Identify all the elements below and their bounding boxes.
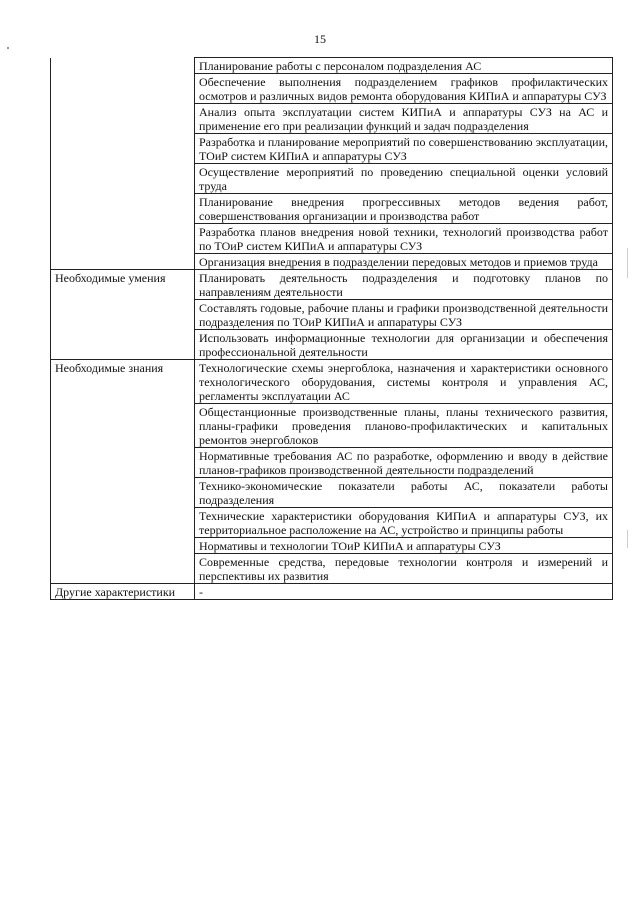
row-label [51,58,195,270]
table-cell: Планировать деятельность подразделения и подготовку планов по направлениям деятельности [195,270,613,300]
row-label: Другие характеристики [51,584,195,600]
row-label: Необходимые умения [51,270,195,360]
table-cell: Технологические схемы энергоблока, назначения и характеристики основного технологического оборудования, системы контроля и управления АС, регламенты эксплуатации АС [195,360,613,404]
table-cell: Использовать информационные технологии для организации и обеспечения профессиональной деятельности [195,330,613,360]
scan-mark [627,248,628,278]
row-label: Необходимые знания [51,360,195,584]
table-cell: Планирование внедрения прогрессивных методов ведения работ, совершенствования организации и производства работ [195,194,613,224]
table-cell: Организация внедрения в подразделении передовых методов и приемов труда [195,254,613,270]
table-cell: Планирование работы с персоналом подразделения АС [195,58,613,74]
scan-mark [627,530,628,548]
table-cell: - [195,584,613,600]
table-cell: Анализ опыта эксплуатации систем КИПиА и аппаратуры СУЗ на АС и применение его при реализации функций и задач подразделения [195,104,613,134]
table-cell: Технические характеристики оборудования КИПиА и аппаратуры СУЗ, их территориальное расположение на АС, устройство и принципы работы [195,508,613,538]
table-cell: Обеспечение выполнения подразделением графиков профилактических осмотров и различных видов ремонта оборудования КИПиА и аппаратуры СУЗ [195,74,613,104]
scan-mark [7,47,9,49]
table-cell: Разработка планов внедрения новой техники, технологий производства работ по ТОиР систем КИПиА и аппаратуры СУЗ [195,224,613,254]
table-cell: Составлять годовые, рабочие планы и графики производственной деятельности подразделения по ТОиР КИПиА и аппаратуры СУЗ [195,300,613,330]
table-cell: Разработка и планирование мероприятий по совершенствованию эксплуатации, ТОиР систем КИПиА и аппаратуры СУЗ [195,134,613,164]
table-row [51,58,613,74]
table-cell: Общестанционные производственные планы, планы технического развития, планы-графики проведения планово-профилактических и капитальных ремонтов энергоблоков [195,404,613,448]
table-cell: Нормативные требования АС по разработке, оформлению и вводу в действие планов-графиков производственной деятельности подразделений [195,448,613,478]
table-row [51,584,613,600]
table-cell: Осуществление мероприятий по проведению специальной оценки условий труда [195,164,613,194]
table-row [51,270,613,300]
table-cell: Технико-экономические показатели работы АС, показатели работы подразделения [195,478,613,508]
page-number: 15 [314,32,326,46]
table-body [51,58,613,600]
competency-table [50,57,613,600]
table-cell: Современные средства, передовые технологии контроля и измерений и перспективы их развития [195,554,613,584]
table-row [51,360,613,404]
table-cell: Нормативы и технологии ТОиР КИПиА и аппаратуры СУЗ [195,538,613,554]
